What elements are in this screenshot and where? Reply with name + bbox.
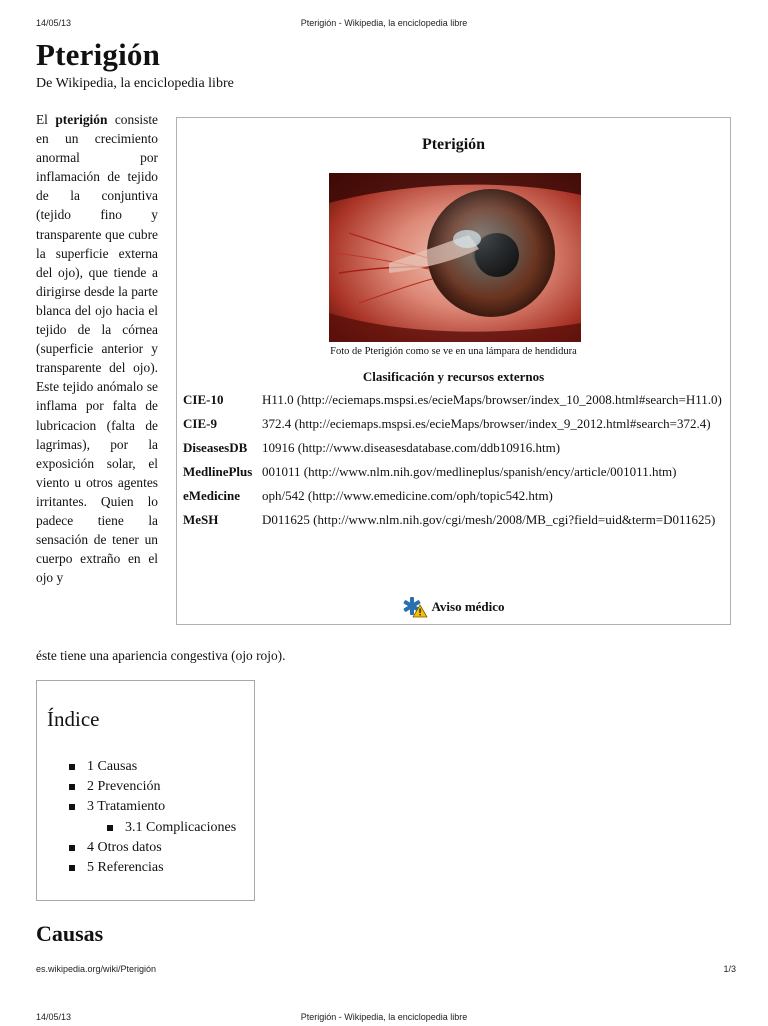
toc-item-complicaciones[interactable]: 3.1 Complicaciones	[107, 818, 236, 838]
infobox-row-emedicine	[183, 486, 728, 506]
infobox-eye-photo[interactable]	[329, 173, 581, 342]
infobox-value-link[interactable]: 372.4 (http://eciemaps.mspsi.es/ecieMaps/browser/index_9_2012.html#search=372.4)	[262, 416, 711, 431]
toc-title: Índice	[47, 707, 100, 731]
infobox-value-link[interactable]: 001011 (http://www.nlm.nih.gov/medlineplus/spanish/ency/article/001011.htm)	[262, 464, 677, 479]
infobox-row-cie9	[183, 414, 728, 434]
print-footer-url: es.wikipedia.org/wiki/Pterigión	[36, 964, 157, 974]
infobox-key: CIE-9	[183, 416, 217, 431]
infobox-key: CIE-10	[183, 392, 224, 407]
page-title: Pterigión	[36, 37, 161, 72]
next-page-date: 14/05/13	[36, 1012, 72, 1022]
intro-tail: éste tiene una apariencia congestiva (ojo rojo).	[36, 648, 286, 663]
print-page-number: 1/3	[723, 964, 736, 974]
infobox-key: MedlinePlus	[183, 464, 253, 479]
intro-text: consiste en un crecimiento anormal por inflamación de tejido de la conjuntiva (tejido fino y transparente que cubre la superficie externa del ojo), que tiende a dirigirse desde la parte blanca del ojo hacia el tejido de la córnea (superficie anterior y transparente del ojo). Este tejido anómalo se inflama por falta de lubricacion (falta de lagrimas), por la exposición solar, el viento u otros agentes irritantes. Quien lo padece tiene la sensación de tener un cuerpo extraño en el ojo y	[36, 112, 158, 586]
infobox-title: Pterigión	[421, 136, 486, 153]
print-footer	[0, 964, 768, 978]
infobox-value-link[interactable]: 10916 (http://www.diseasesdatabase.com/ddb10916.htm)	[262, 440, 561, 455]
infobox-key: MeSH	[183, 512, 219, 527]
infobox-subheading: Clasificación y recursos externos	[362, 369, 545, 384]
infobox-value-link[interactable]: oph/542 (http://www.emedicine.com/oph/topic542.htm)	[262, 488, 553, 503]
print-date: 14/05/13	[36, 18, 72, 28]
infobox-row-medlineplus	[183, 462, 728, 482]
section-heading-causas: Causas	[36, 921, 104, 946]
infobox-value-link[interactable]: H11.0 (http://eciemaps.mspsi.es/ecieMaps/browser/index_10_2008.html#search=H11.0)	[262, 392, 722, 407]
page-tagline: De Wikipedia, la enciclopedia libre	[36, 76, 234, 91]
toc-item-tratamiento[interactable]: 3 Tratamiento	[69, 797, 236, 817]
toc-item-prevencion[interactable]: 2 Prevención	[69, 777, 236, 797]
infobox-row-diseasesdb	[183, 438, 728, 458]
toc-item-referencias[interactable]: 5 Referencias	[69, 858, 236, 878]
medical-notice-label: Aviso médico	[431, 599, 505, 614]
next-page-title: Pterigión - Wikipedia, la enciclopedia libre	[300, 1012, 468, 1022]
infobox-key: DiseasesDB	[183, 440, 248, 455]
table-of-contents	[36, 680, 255, 901]
infobox	[176, 117, 731, 625]
intro-term: pterigión	[55, 112, 108, 127]
infobox-row-cie10	[183, 390, 728, 410]
toc-item-causas[interactable]: 1 Causas	[69, 757, 236, 777]
medical-warning-icon	[402, 596, 428, 618]
infobox-row-mesh	[183, 510, 728, 530]
print-title: Pterigión - Wikipedia, la enciclopedia libre	[300, 18, 468, 28]
eye-photo-drawing	[329, 173, 581, 342]
infobox-rows	[183, 390, 728, 534]
medical-notice[interactable]	[177, 596, 730, 618]
toc-item-otros-datos[interactable]: 4 Otros datos	[69, 838, 236, 858]
intro-paragraph	[36, 110, 158, 587]
print-header	[0, 18, 768, 32]
infobox-value-link[interactable]: D011625 (http://www.nlm.nih.gov/cgi/mesh/2008/MB_cgi?field=uid&term=D011625)	[262, 512, 716, 527]
infobox-image-caption: Foto de Pterigión como se ve en una lámpara de hendidura	[330, 346, 577, 357]
toc-list	[69, 757, 236, 878]
intro-prefix: El	[36, 112, 56, 127]
infobox-key: eMedicine	[183, 488, 241, 503]
